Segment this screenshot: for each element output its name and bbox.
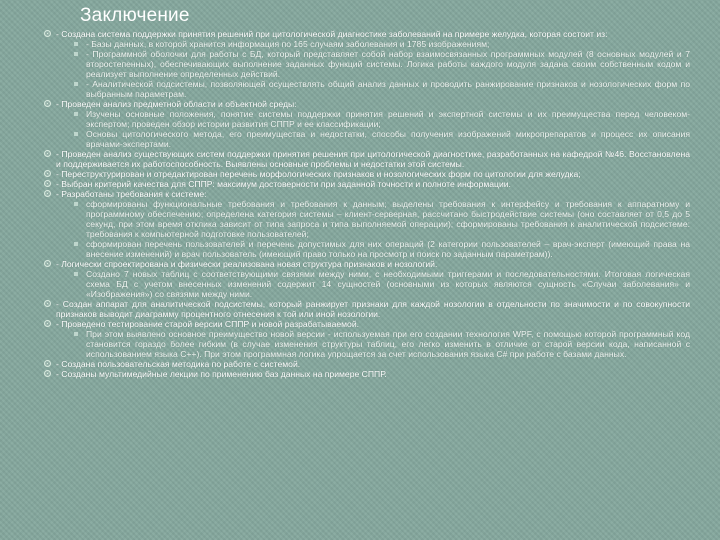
- list-item-text: - Создана пользовательская методика по работе с системой.: [56, 359, 301, 369]
- sub-list-item: [86, 109, 690, 129]
- list-item-text: - Создана система поддержки принятия решений при цитологической диагностике заболеваний на примере желудка, которая состоит из:: [56, 29, 608, 39]
- square-bullet-icon: [74, 112, 78, 116]
- list-item: [56, 319, 690, 329]
- list-item-text: - Разработаны требования к системе:: [56, 189, 207, 199]
- circle-bullet-icon: [44, 190, 51, 197]
- circle-bullet-icon: [44, 100, 51, 107]
- list-item: [56, 149, 690, 169]
- square-bullet-icon: [74, 52, 78, 56]
- sub-list-item: [86, 269, 690, 299]
- list-item-text: - Проведен анализ существующих систем поддержки принятия решения при цитологической диагностике, разработанных на кафедрой №46. Восстановлена и поддерживается их работоспособность. Выявлены основные проблемы и недостатки этой системы.: [56, 149, 690, 169]
- sub-list-item-text: сформированы функциональные требования и требования к данным; выделены требования к интерфейсу и требования к аппаратному и программному обеспечению; определена категория системы – клиент-серверная, рассчитано быстродействие системы (оно составляет от 0,5 до 5 секунд, при этом время отклика зависит от типа запроса и типа выполняемой операции); сформированы требования к аналитической подсистеме: требования к компьютерной подготовке пользователей;: [86, 199, 690, 239]
- sub-list-item: [86, 49, 690, 79]
- circle-bullet-icon: [44, 30, 51, 37]
- circle-bullet-icon: [44, 320, 51, 327]
- square-bullet-icon: [74, 242, 78, 246]
- list-item: [56, 359, 690, 369]
- sub-list-item-text: При этом выявлено основное преимущество новой версии - используемая при его создании технология WPF, с помощью которой программный код становится гораздо более гибким (в случае изменения структуры таблиц, его легко изменить в отличие от старой версии кода, написанной с использованием языка C++). При этом программная логика упрощается за счет использования языка C# при работе с базами данных.: [86, 329, 690, 359]
- list-item: [56, 169, 690, 179]
- list-item: [56, 189, 690, 199]
- circle-bullet-icon: [44, 180, 51, 187]
- list-item-text: - Создан аппарат для аналитической подсистемы, который ранжирует признаки для каждой нозологии в отдельности по значимости и по совокупности признаков выводит диаграмму процентного отнесения к той или иной нозологии.: [56, 299, 690, 319]
- square-bullet-icon: [74, 332, 78, 336]
- list-item: [56, 369, 690, 379]
- list-item-text: - Выбран критерий качества для СППР: максимум достоверности при заданной точности и полноте информации.: [56, 179, 511, 189]
- circle-bullet-icon: [44, 360, 51, 367]
- list-item-text: - Проведен анализ предметной области и объектной среды:: [56, 99, 297, 109]
- sub-list-item-text: Изучены основные положения, понятие системы поддержки принятия решений и экспертной системы и их преимущества перед человеком-экспертом; проведен обзор истории развития СППР и ее классификации;: [86, 109, 690, 129]
- circle-bullet-icon: [44, 150, 51, 157]
- sub-list-item: [86, 199, 690, 239]
- list-item: [56, 99, 690, 109]
- conclusion-list: [56, 29, 690, 379]
- list-item-text: - Созданы мультимедийные лекции по применению баз данных на примере СППР.: [56, 369, 387, 379]
- sub-list-item: [86, 329, 690, 359]
- sub-list-item-text: Основы цитологического метода, его преимущества и недостатки, способы получения изображений микропрепаратов и процесс их описания врачами-экспертами.: [86, 129, 690, 149]
- sub-list-item: [86, 79, 690, 99]
- list-item-text: - Проведено тестирование старой версии СППР и новой разрабатываемой.: [56, 319, 360, 329]
- list-item: [56, 179, 690, 189]
- square-bullet-icon: [74, 272, 78, 276]
- list-item: [56, 299, 690, 319]
- square-bullet-icon: [74, 82, 78, 86]
- circle-bullet-icon: [44, 370, 51, 377]
- circle-bullet-icon: [44, 170, 51, 177]
- square-bullet-icon: [74, 42, 78, 46]
- sub-list-item: [86, 129, 690, 149]
- sub-list-item-text: - Программной оболочки для работы с БД, который представляет собой набор взаимосвязанных программных модулей (8 основных модулей и 7 второстепенных), обеспечивающих выполнение заданных функций системы. Логика работы каждого модуля задана своим собственным кодом и реализует выполнение определенных действий.: [86, 49, 690, 79]
- square-bullet-icon: [74, 202, 78, 206]
- square-bullet-icon: [74, 132, 78, 136]
- sub-list-item: [86, 39, 690, 49]
- list-item: [56, 29, 690, 39]
- circle-bullet-icon: [44, 300, 51, 307]
- circle-bullet-icon: [44, 260, 51, 267]
- sub-list-item: [86, 239, 690, 259]
- sub-list-item-text: Создано 7 новых таблиц с соответствующими связями между ними, с необходимыми триггерами и последовательностями. Итоговая логическая схема БД с учетом внесенных изменений содержит 14 сущностей (основными из которых являются сущность «Случаи заболевания» и «Изображения») со связями между ними.: [86, 269, 690, 299]
- sub-list-item-text: - Базы данных, в которой хранится информация по 165 случаям заболевания и 1785 изображениям;: [86, 39, 490, 49]
- sub-list-item-text: сформирован перечень пользователей и перечень допустимых для них операций (2 категории пользователей – врач-эксперт (имеющий права на внесение изменений) и врач пользователь (имеющий право только на просмотр и поиск по заданным параметрам)).: [86, 239, 690, 259]
- list-item: [56, 259, 690, 269]
- list-item-text: - Логически спроектирована и физически реализована новая структура признаков и нозологий.: [56, 259, 438, 269]
- slide-title: Заключение: [80, 5, 190, 26]
- sub-list-item-text: - Аналитической подсистемы, позволяющей осуществлять общий анализ данных и проводить ранжирование признаков и нозологических форм по выбранным параметрам.: [86, 79, 690, 99]
- list-item-text: - Перeструктурирован и отредактирован перечень морфологических признаков и нозологических форм по цитологии для желудка;: [56, 169, 581, 179]
